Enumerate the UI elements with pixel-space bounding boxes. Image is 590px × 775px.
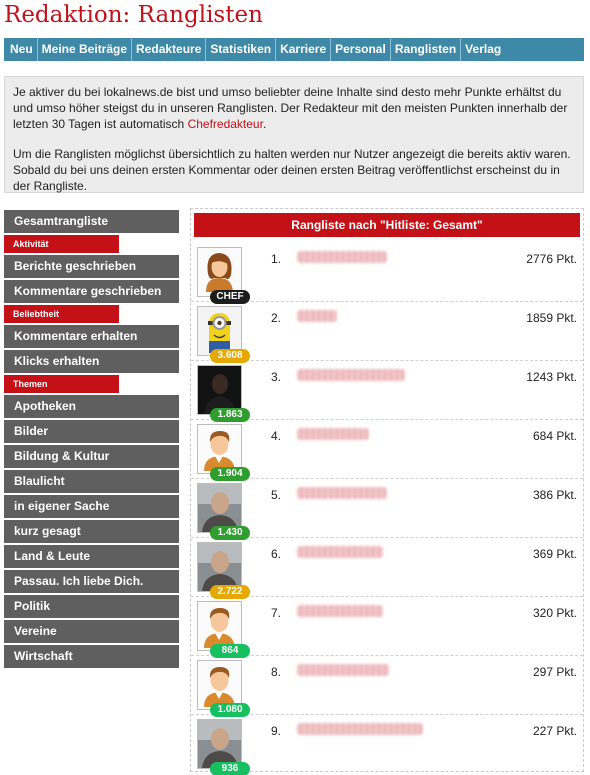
- nav-meine-beitraege[interactable]: Meine Beiträge: [38, 38, 132, 61]
- points-badge: 864: [210, 644, 250, 658]
- sidebar-category-aktivitaet: Aktivität: [4, 235, 119, 253]
- points-value: 369 Pkt.: [532, 547, 577, 561]
- points-badge: 1.080: [210, 703, 250, 717]
- top-navigation: [4, 38, 584, 61]
- points-value: 1243 Pkt.: [526, 370, 577, 384]
- sidebar-item-klicks[interactable]: Klicks erhalten: [4, 350, 179, 373]
- man-icon[interactable]: [197, 601, 242, 656]
- sidebar-item-eigene-sache[interactable]: in eigener Sache: [4, 495, 179, 518]
- user-name-blurred[interactable]: [297, 369, 405, 381]
- info-paragraph-1: Je aktiver du bei lokalnews.de bist und umso beliebter deine Inhalte sind desto mehr Punkte erhältst du und umso höher steigst du in unseren Ranglisten. Der Redakteur mit den meisten Punkten innerhalb der letzten 30 Tagen ist automatisch Chefredakteur.: [13, 85, 568, 131]
- sidebar-item-wirtschaft[interactable]: Wirtschaft: [4, 645, 179, 668]
- minion-icon[interactable]: [197, 306, 243, 361]
- sidebar-item-kommentare-geschrieben[interactable]: Kommentare geschrieben: [4, 280, 179, 303]
- nav-personal[interactable]: Personal: [331, 38, 391, 61]
- ranking-sidebar: [4, 210, 179, 670]
- sidebar-item-apotheken[interactable]: Apotheken: [4, 395, 179, 418]
- sidebar-item-bildung-kultur[interactable]: Bildung & Kultur: [4, 445, 179, 468]
- rank-number: 7.: [271, 606, 282, 620]
- sidebar-item-gesamtrangliste[interactable]: Gesamtrangliste: [4, 210, 179, 233]
- person-photo-icon[interactable]: [197, 719, 242, 774]
- ranking-row: [191, 597, 583, 656]
- sidebar-item-bilder[interactable]: Bilder: [4, 420, 179, 443]
- ranking-row: [191, 715, 583, 774]
- person-photo-icon[interactable]: [197, 483, 243, 538]
- ranking-row: [191, 243, 583, 302]
- page-title: Redaktion: Ranglisten: [4, 2, 263, 28]
- ranking-row: [191, 479, 583, 538]
- points-value: 227 Pkt.: [532, 724, 577, 738]
- ranking-row: [191, 420, 583, 479]
- points-value: 2776 Pkt.: [526, 252, 577, 266]
- points-badge: 936: [210, 762, 250, 775]
- nav-statistiken[interactable]: Statistiken: [206, 38, 276, 61]
- user-name-blurred[interactable]: [297, 487, 387, 499]
- user-name-blurred[interactable]: [297, 310, 337, 322]
- rank-number: 8.: [271, 665, 282, 679]
- sidebar-category-beliebtheit: Beliebtheit: [4, 305, 119, 323]
- dark-photo-icon[interactable]: [197, 365, 243, 420]
- info-paragraph-2: Um die Ranglisten möglichst übersichtlich zu halten werden nur Nutzer angezeigt die bereits aktiv waren. Sobald du bei uns deinen ersten Kommentar oder deinen ersten Beitrag veröffentlichst erscheinst du in der Rangliste.: [13, 147, 571, 193]
- sidebar-item-politik[interactable]: Politik: [4, 595, 179, 618]
- rank-number: 9.: [271, 724, 282, 738]
- nav-neu[interactable]: Neu: [6, 38, 38, 61]
- user-name-blurred[interactable]: [297, 546, 383, 558]
- woman-icon[interactable]: [197, 247, 244, 302]
- sidebar-item-kommentare-erhalten[interactable]: Kommentare erhalten: [4, 325, 179, 348]
- sidebar-item-vereine[interactable]: Vereine: [4, 620, 179, 643]
- ranking-header: Rangliste nach "Hitliste: Gesamt": [194, 213, 580, 237]
- points-badge: 1.904: [210, 467, 250, 481]
- nav-redakteure[interactable]: Redakteure: [132, 38, 206, 61]
- info-box: [4, 76, 584, 193]
- points-badge: 1.863: [210, 408, 250, 422]
- rank-number: 6.: [271, 547, 282, 561]
- rank-number: 3.: [271, 370, 282, 384]
- man-icon[interactable]: [197, 660, 243, 715]
- sidebar-category-themen: Themen: [4, 375, 119, 393]
- sidebar-item-blaulicht[interactable]: Blaulicht: [4, 470, 179, 493]
- ranking-row: [191, 538, 583, 597]
- rank-number: 4.: [271, 429, 282, 443]
- nav-karriere[interactable]: Karriere: [276, 38, 331, 61]
- user-name-blurred[interactable]: [297, 251, 387, 263]
- ranking-row: [191, 361, 583, 420]
- sidebar-item-land-leute[interactable]: Land & Leute: [4, 545, 179, 568]
- points-value: 320 Pkt.: [532, 606, 577, 620]
- nav-verlag[interactable]: Verlag: [465, 42, 502, 56]
- man-icon[interactable]: [197, 424, 243, 479]
- ranking-row: [191, 302, 583, 361]
- ranking-list: [190, 208, 584, 772]
- user-name-blurred[interactable]: [297, 723, 423, 735]
- points-badge: 1.430: [210, 526, 250, 540]
- sidebar-item-kurz-gesagt[interactable]: kurz gesagt: [4, 520, 179, 543]
- rank-number: 5.: [271, 488, 282, 502]
- points-value: 1859 Pkt.: [526, 311, 577, 325]
- points-badge: CHEF: [210, 290, 250, 304]
- points-value: 297 Pkt.: [532, 665, 577, 679]
- points-value: 386 Pkt.: [532, 488, 577, 502]
- nav-ranglisten[interactable]: Ranglisten: [391, 38, 461, 61]
- user-name-blurred[interactable]: [297, 428, 369, 440]
- sidebar-item-berichte[interactable]: Berichte geschrieben: [4, 255, 179, 278]
- points-badge: 3.608: [210, 349, 250, 363]
- sidebar-item-passau[interactable]: Passau. Ich liebe Dich.: [4, 570, 179, 593]
- points-badge: 2.722: [210, 585, 250, 599]
- user-name-blurred[interactable]: [297, 664, 389, 676]
- person-photo-icon[interactable]: [197, 542, 243, 597]
- rank-number: 2.: [271, 311, 282, 325]
- points-value: 684 Pkt.: [532, 429, 577, 443]
- user-name-blurred[interactable]: [297, 605, 383, 617]
- ranking-row: [191, 656, 583, 715]
- chefredakteur-link[interactable]: Chefredakteur: [187, 117, 263, 131]
- rank-number: 1.: [271, 252, 282, 266]
